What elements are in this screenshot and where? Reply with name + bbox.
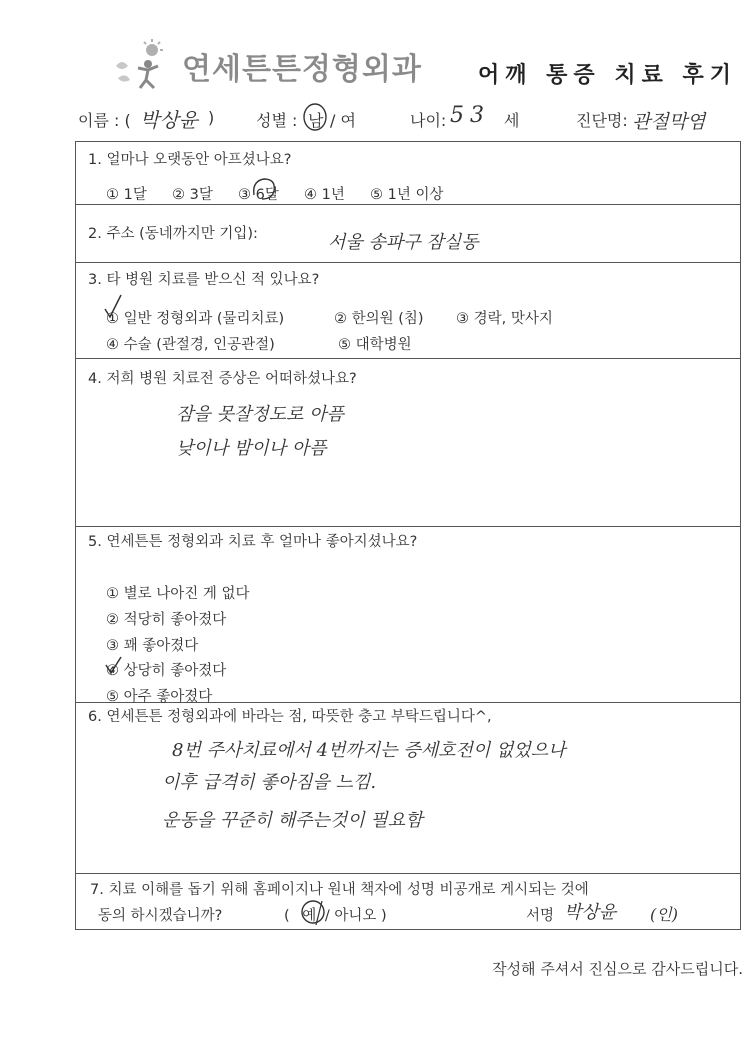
- q4-answer-line-2: 낮이나 밤이나 아픔: [176, 438, 327, 459]
- divider: [76, 262, 740, 263]
- circle-mark-icon: [298, 897, 328, 927]
- check-mark-icon: [102, 293, 124, 321]
- circle-mark-icon: [250, 175, 278, 203]
- signature-label: 서명: [526, 908, 555, 924]
- gender-male: 남: [308, 111, 324, 130]
- question-2: 2. 주소 (동네까지만 기입):: [88, 226, 258, 242]
- q6-answer-line-1: 8번 주사치료에서 4번까지는 증세호전이 없었으나: [172, 740, 566, 761]
- q5-option-1: ① 별로 나아진 게 없다: [106, 586, 250, 602]
- survey-form: [75, 141, 741, 930]
- gender-male-option: [308, 108, 323, 131]
- logo-text: 연세튼튼정형외과: [182, 52, 422, 87]
- form-title: 어깨 통증 치료 후기: [478, 63, 737, 88]
- q3-option-3: ③ 경락, 맛사지: [456, 311, 553, 327]
- consent-yes: 예: [302, 908, 317, 924]
- name-close: ): [208, 108, 215, 127]
- q4-answer-line-1: 잠을 못잘정도로 아픔: [176, 404, 344, 425]
- question-1: 1. 얼마나 오랫동안 아프셨나요?: [88, 152, 292, 168]
- diagnosis-value: 관절막염: [632, 111, 706, 133]
- name-value: 박상윤: [140, 108, 198, 132]
- q5-option-3: ③ 꽤 좋아졌다: [106, 638, 199, 654]
- q3-option-5: ⑤ 대학병원: [338, 337, 412, 353]
- question-3: 3. 타 병원 치료를 받으신 적 있나요?: [88, 272, 320, 288]
- gender-label: 성별 :: [256, 111, 298, 130]
- divider: [76, 873, 740, 874]
- logo: [112, 38, 178, 90]
- q3-option-4: ④ 수술 (관절경, 인공관절): [106, 337, 275, 353]
- check-mark-icon: [104, 655, 124, 677]
- consent-open: (: [284, 908, 290, 924]
- question-6: 6. 연세튼튼 정형외과에 바라는 점, 따뜻한 충고 부탁드립니다^,: [88, 709, 492, 725]
- divider: [76, 526, 740, 527]
- divider: [76, 204, 740, 205]
- age-value: 53: [450, 103, 490, 128]
- q5-option-4: ④ 상당히 좋아졌다: [106, 659, 226, 680]
- name-label: 이름 : (: [78, 111, 131, 130]
- diagnosis-label: 진단명:: [576, 111, 628, 130]
- age-label: 나이:: [410, 111, 447, 130]
- consent-choice: [284, 904, 387, 925]
- circle-mark-icon: [302, 102, 328, 132]
- footer-thanks: 작성해 주셔서 진심으로 감사드립니다.: [492, 960, 743, 978]
- signature-value: 박상윤: [564, 902, 617, 923]
- q1-option-1: ① 1달: [106, 187, 147, 203]
- gender-separator: / 여: [330, 111, 356, 130]
- question-7: 7. 치료 이해를 돕기 위해 홈페이지나 원내 책자에 성명 비공개로 게시되는 것에: [90, 882, 589, 898]
- logo-mark-icon: [112, 38, 178, 90]
- q1-option-2: ② 3달: [172, 187, 213, 203]
- divider: [76, 358, 740, 359]
- question-7-line-2: 동의 하시겠습니까?: [98, 908, 223, 924]
- q3-option-2: ② 한의원 (침): [334, 311, 424, 327]
- question-5: 5. 연세튼튼 정형외과 치료 후 얼마나 좋아지셨나요?: [88, 534, 418, 550]
- q5-option-5: ⑤ 아주 좋아졌다: [106, 689, 213, 705]
- q5-option-2: ② 적당히 좋아졌다: [106, 612, 227, 628]
- q6-answer-line-3: 운동을 꾸준히 해주는것이 필요함: [162, 810, 423, 831]
- q1-option-4: ④ 1년: [304, 187, 345, 203]
- q3-option-1: ① 일반 정형외과 (물리치료): [106, 307, 284, 328]
- signature-seal: (인): [650, 905, 678, 924]
- age-unit: 세: [504, 111, 520, 130]
- q1-option-5: ⑤ 1년 이상: [370, 187, 444, 203]
- question-4: 4. 저희 병원 치료전 증상은 어떠하셨나요?: [88, 371, 357, 387]
- q2-answer: 서울 송파구 잠실동: [328, 232, 479, 253]
- consent-no: / 아니오 ): [324, 908, 387, 924]
- q6-answer-line-2: 이후 급격히 좋아짐을 느낌.: [162, 772, 377, 793]
- q1-option-3: ③ 6달: [238, 183, 279, 204]
